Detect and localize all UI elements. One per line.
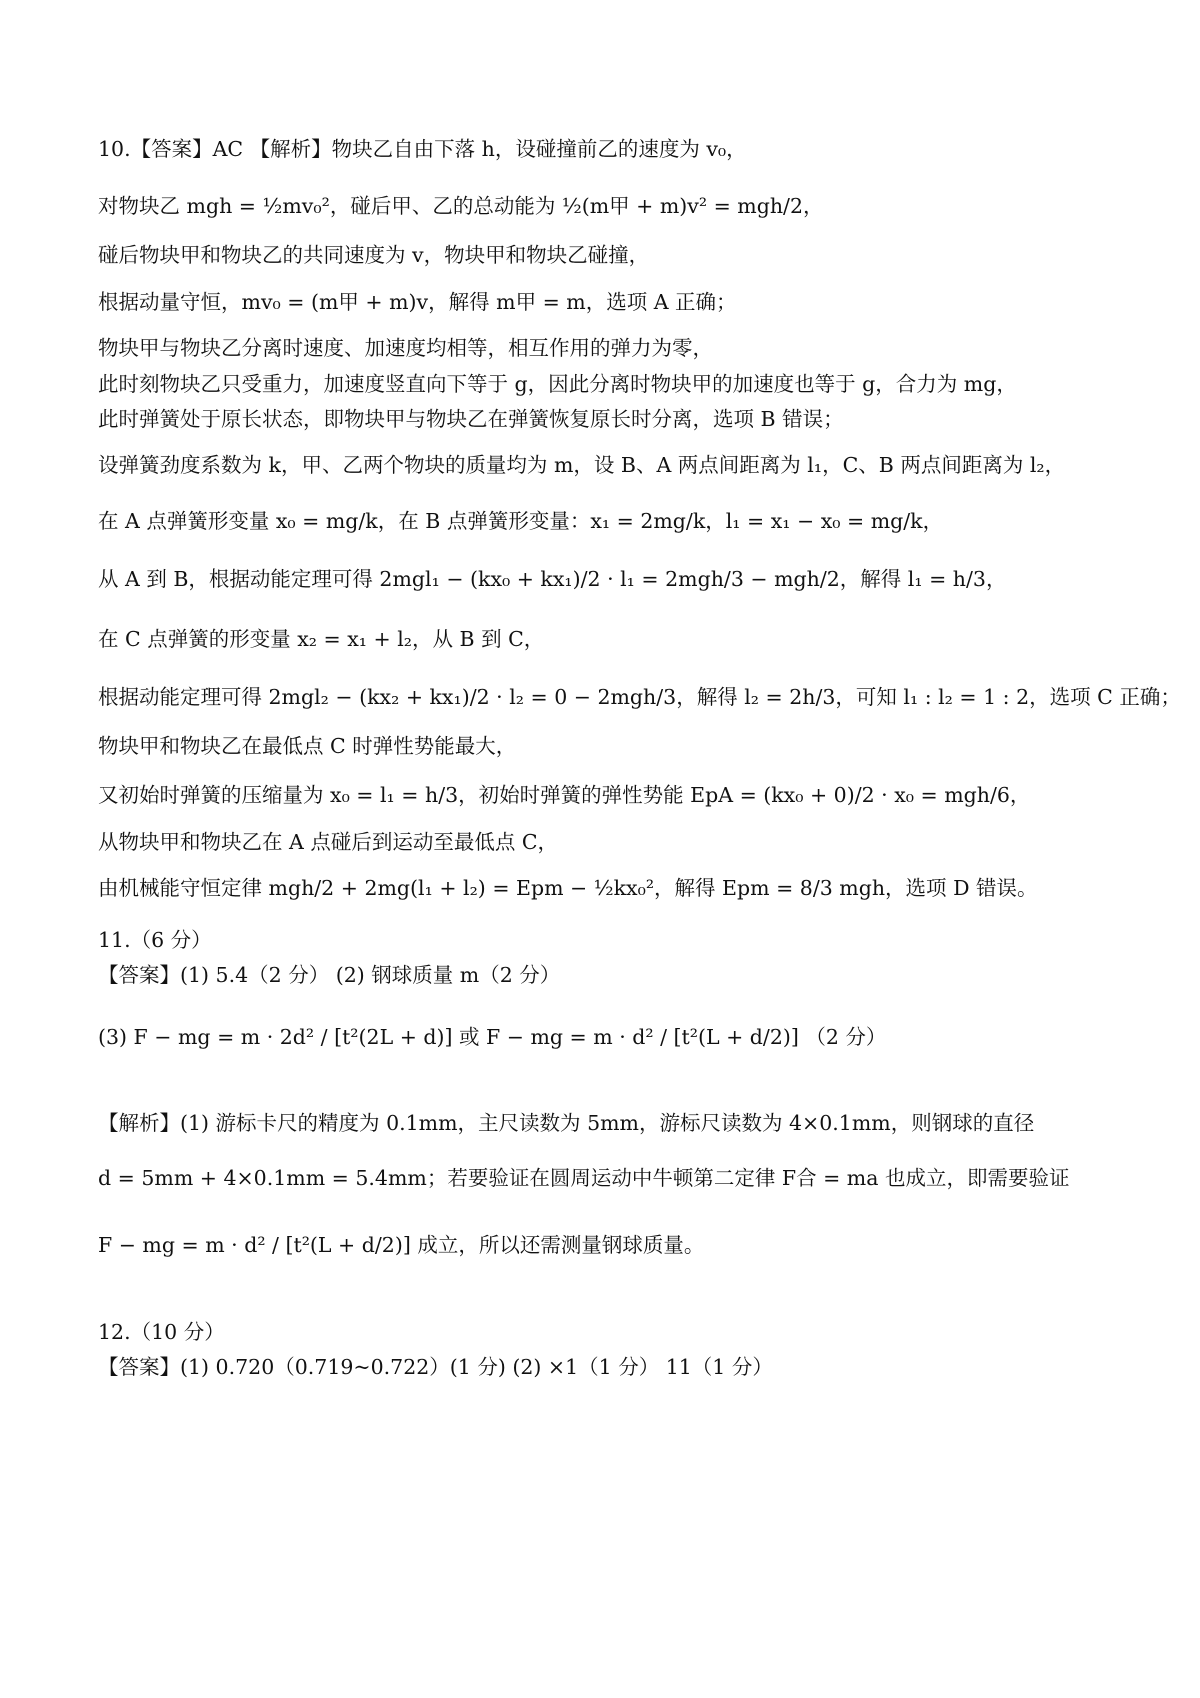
q10-line: 根据动量守恒，mv₀ = (m甲 + m)v，解得 m甲 = m，选项 A 正确； xyxy=(98,290,737,314)
q11-solution-line: d = 5mm + 4×0.1mm = 5.4mm；若要验证在圆周运动中牛顿第二定律 F合 = ma 也成立，即需要验证 xyxy=(98,1166,1070,1190)
q11-solution-line: F − mg = m · d² / [t²(L + d/2)] 成立，所以还需测量钢球质量。 xyxy=(98,1233,705,1257)
q10-line: 物块甲和物块乙在最低点 C 时弹性势能最大， xyxy=(98,734,517,758)
q10-line: 此时弹簧处于原长状态，即物块甲与物块乙在弹簧恢复原长时分离，选项 B 错误； xyxy=(98,407,844,431)
q11-solution-line: 【解析】(1) 游标卡尺的精度为 0.1mm，主尺读数为 5mm，游标尺读数为 4×0.1mm，则钢球的直径 xyxy=(98,1111,1035,1135)
q10-line: 10.【答案】AC 【解析】物块乙自由下落 h，设碰撞前乙的速度为 v₀， xyxy=(98,137,747,161)
q10-line: 对物块乙 mgh = ½mv₀²，碰后甲、乙的总动能为 ½(m甲 + m)v² = mgh/2， xyxy=(98,194,824,218)
q11-answer-formula: (3) F − mg = m · 2d² / [t²(2L + d)] 或 F − mg = m · d² / [t²(L + d/2)] （2 分） xyxy=(98,1025,887,1049)
q10-line: 在 A 点弹簧形变量 x₀ = mg/k，在 B 点弹簧形变量：x₁ = 2mg/k，l₁ = x₁ − x₀ = mg/k， xyxy=(98,509,944,533)
q11-answer: 【答案】(1) 5.4（2 分） (2) 钢球质量 m（2 分） xyxy=(98,963,561,987)
q10-line: 物块甲与物块乙分离时速度、加速度均相等，相互作用的弹力为零， xyxy=(98,336,713,360)
q11-heading: 11.（6 分） xyxy=(98,928,212,952)
q10-line: 此时刻物块乙只受重力，加速度竖直向下等于 g，因此分离时物块甲的加速度也等于 g，合力为 mg， xyxy=(98,372,1017,396)
q10-line: 碰后物块甲和物块乙的共同速度为 v，物块甲和物块乙碰撞， xyxy=(98,243,650,267)
q12-heading: 12.（10 分） xyxy=(98,1320,225,1344)
q10-line: 在 C 点弹簧的形变量 x₂ = x₁ + l₂，从 B 到 C， xyxy=(98,627,545,651)
q10-line: 从 A 到 B，根据动能定理可得 2mgl₁ − (kx₀ + kx₁)/2 · l₁ = 2mgh/3 − mgh/2，解得 l₁ = h/3， xyxy=(98,567,1007,591)
q10-line: 从物块甲和物块乙在 A 点碰后到运动至最低点 C， xyxy=(98,830,559,854)
q10-line: 根据动能定理可得 2mgl₂ − (kx₂ + kx₁)/2 · l₂ = 0 − 2mgh/3，解得 l₂ = 2h/3，可知 l₁ : l₂ = 1 : 2，选项 C 正确； xyxy=(98,685,1181,709)
q10-line: 又初始时弹簧的压缩量为 x₀ = l₁ = h/3，初始时弹簧的弹性势能 EpA = (kx₀ + 0)/2 · x₀ = mgh/6， xyxy=(98,783,1031,807)
q10-line: 设弹簧劲度系数为 k，甲、乙两个物块的质量均为 m，设 B、A 两点间距离为 l₁，C、B 两点间距离为 l₂， xyxy=(98,453,1066,477)
q10-line: 由机械能守恒定律 mgh/2 + 2mg(l₁ + l₂) = Epm − ½kx₀²，解得 Epm = 8/3 mgh，选项 D 错误。 xyxy=(98,876,1038,900)
q12-answer: 【答案】(1) 0.720（0.719~0.722）(1 分) (2) ×1（1 分） 11（1 分） xyxy=(98,1355,773,1379)
